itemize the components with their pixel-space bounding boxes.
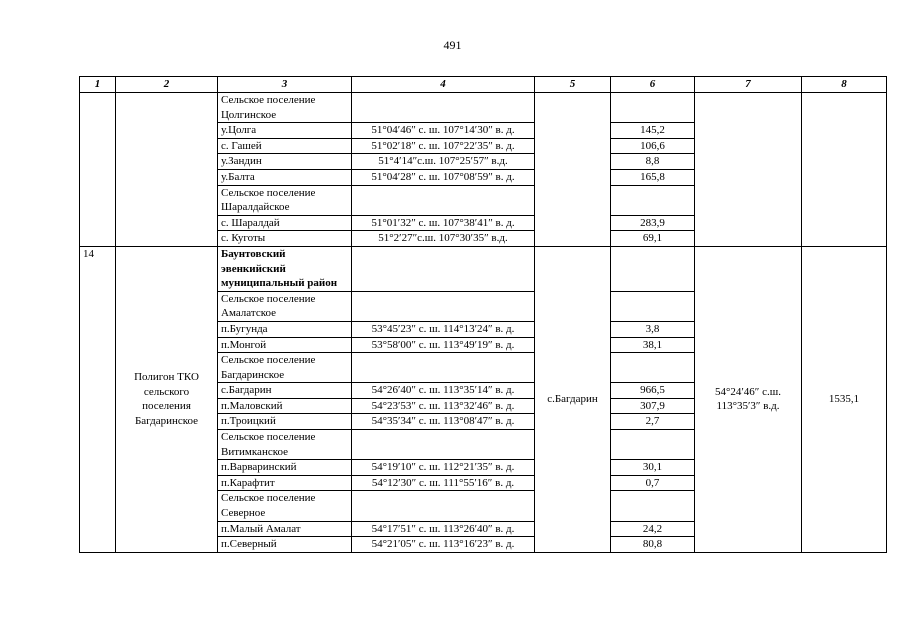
cell-value bbox=[611, 246, 695, 291]
cell-value: 145,2 bbox=[611, 123, 695, 139]
cell-value bbox=[611, 430, 695, 460]
cell-value: 30,1 bbox=[611, 460, 695, 476]
cell-settlement-name: п.Северный bbox=[218, 537, 352, 553]
cell-coords bbox=[352, 93, 535, 123]
cell-value: 3,8 bbox=[611, 321, 695, 337]
cell-settlement-name: Сельское поселение Амалатское bbox=[218, 291, 352, 321]
settlements-table bbox=[79, 76, 887, 553]
cell-settlement-name: п.Варваринский bbox=[218, 460, 352, 476]
cell-settlement-name: с. Гашей bbox=[218, 138, 352, 154]
cell-settlement-name: с. Куготы bbox=[218, 231, 352, 247]
cell-value: 80,8 bbox=[611, 537, 695, 553]
cell-coords bbox=[352, 291, 535, 321]
table-row bbox=[80, 93, 887, 123]
cell-value: 0,7 bbox=[611, 475, 695, 491]
cell-value: 165,8 bbox=[611, 169, 695, 185]
cell-value: 966,5 bbox=[611, 383, 695, 399]
cell-settlement-name: Сельское поселение Северное bbox=[218, 491, 352, 521]
cell-settlement-name: п.Троицкий bbox=[218, 414, 352, 430]
cell-value: 106,6 bbox=[611, 138, 695, 154]
cell-settlement-name: у.Цолга bbox=[218, 123, 352, 139]
cell-value: 69,1 bbox=[611, 231, 695, 247]
cell-landfill-coords bbox=[695, 93, 802, 247]
header-col-5: 5 bbox=[535, 77, 611, 93]
cell-coords: 54°23′53″ с. ш. 113°32′46″ в. д. bbox=[352, 398, 535, 414]
table-row bbox=[80, 246, 887, 291]
cell-value: 38,1 bbox=[611, 337, 695, 353]
cell-landfill bbox=[116, 93, 218, 247]
cell-num: 14 bbox=[80, 246, 116, 552]
cell-settlement-name: Сельское поселение Шаралдайское bbox=[218, 185, 352, 215]
cell-value bbox=[611, 185, 695, 215]
cell-coords: 51°04′28″ с. ш. 107°08′59″ в. д. bbox=[352, 169, 535, 185]
header-col-4: 4 bbox=[352, 77, 535, 93]
cell-settlement-name: Сельское поселение Витимканское bbox=[218, 430, 352, 460]
cell-value: 8,8 bbox=[611, 154, 695, 170]
cell-coords bbox=[352, 430, 535, 460]
cell-coords: 54°35′34″ с. ш. 113°08′47″ в. д. bbox=[352, 414, 535, 430]
header-col-7: 7 bbox=[695, 77, 802, 93]
cell-value: 2,7 bbox=[611, 414, 695, 430]
cell-settlement-name: п.Карафтит bbox=[218, 475, 352, 491]
cell-landfill-settlement: с.Багдарин bbox=[535, 246, 611, 552]
header-col-2: 2 bbox=[116, 77, 218, 93]
cell-coords bbox=[352, 353, 535, 383]
cell-num bbox=[80, 93, 116, 247]
cell-distance bbox=[802, 93, 887, 247]
cell-settlement-name: п.Малый Амалат bbox=[218, 521, 352, 537]
cell-coords: 54°19′10″ с. ш. 112°21′35″ в. д. bbox=[352, 460, 535, 476]
cell-coords: 54°21′05″ с. ш. 113°16′23″ в. д. bbox=[352, 537, 535, 553]
cell-landfill: Полигон ТКО сельского поселения Багдаринское bbox=[116, 246, 218, 552]
cell-distance: 1535,1 bbox=[802, 246, 887, 552]
header-row bbox=[80, 77, 887, 93]
cell-landfill-coords: 54°24′46″ с.ш. 113°35′3″ в.д. bbox=[695, 246, 802, 552]
cell-settlement-name: п.Маловский bbox=[218, 398, 352, 414]
cell-settlement-name: п.Бугунда bbox=[218, 321, 352, 337]
cell-value: 307,9 bbox=[611, 398, 695, 414]
cell-value: 24,2 bbox=[611, 521, 695, 537]
cell-coords bbox=[352, 491, 535, 521]
cell-settlement-name: п.Монгой bbox=[218, 337, 352, 353]
header-col-1: 1 bbox=[80, 77, 116, 93]
header-col-3: 3 bbox=[218, 77, 352, 93]
cell-coords: 53°58′00″ с. ш. 113°49′19″ в. д. bbox=[352, 337, 535, 353]
cell-value bbox=[611, 353, 695, 383]
cell-coords: 51°02′18″ с. ш. 107°22′35″ в. д. bbox=[352, 138, 535, 154]
cell-coords: 51°4′14″с.ш. 107°25′57″ в.д. bbox=[352, 154, 535, 170]
cell-coords: 54°26′40″ с. ш. 113°35′14″ в. д. bbox=[352, 383, 535, 399]
cell-value bbox=[611, 291, 695, 321]
cell-settlement-name: Сельское поселение Багдаринское bbox=[218, 353, 352, 383]
cell-landfill-settlement bbox=[535, 93, 611, 247]
cell-coords: 53°45′23″ с. ш. 114°13′24″ в. д. bbox=[352, 321, 535, 337]
cell-coords bbox=[352, 246, 535, 291]
page-number: 491 bbox=[443, 38, 462, 52]
cell-coords: 51°04′46″ с. ш. 107°14′30″ в. д. bbox=[352, 123, 535, 139]
cell-coords: 51°2′27″с.ш. 107°30′35″ в.д. bbox=[352, 231, 535, 247]
cell-settlement-name: Баунтовский эвенкийский муниципальный район bbox=[218, 246, 352, 291]
cell-settlement-name: у.Зандин bbox=[218, 154, 352, 170]
header-col-6: 6 bbox=[611, 77, 695, 93]
cell-value: 283,9 bbox=[611, 215, 695, 231]
header-col-8: 8 bbox=[802, 77, 887, 93]
cell-coords bbox=[352, 185, 535, 215]
cell-settlement-name: с.Багдарин bbox=[218, 383, 352, 399]
cell-coords: 54°12′30″ с. ш. 111°55′16″ в. д. bbox=[352, 475, 535, 491]
cell-settlement-name: Сельское поселение Цолгинское bbox=[218, 93, 352, 123]
cell-coords: 54°17′51″ с. ш. 113°26′40″ в. д. bbox=[352, 521, 535, 537]
cell-settlement-name: у.Балта bbox=[218, 169, 352, 185]
cell-settlement-name: с. Шаралдай bbox=[218, 215, 352, 231]
cell-coords: 51°01′32″ с. ш. 107°38′41″ в. д. bbox=[352, 215, 535, 231]
cell-value bbox=[611, 93, 695, 123]
cell-value bbox=[611, 491, 695, 521]
